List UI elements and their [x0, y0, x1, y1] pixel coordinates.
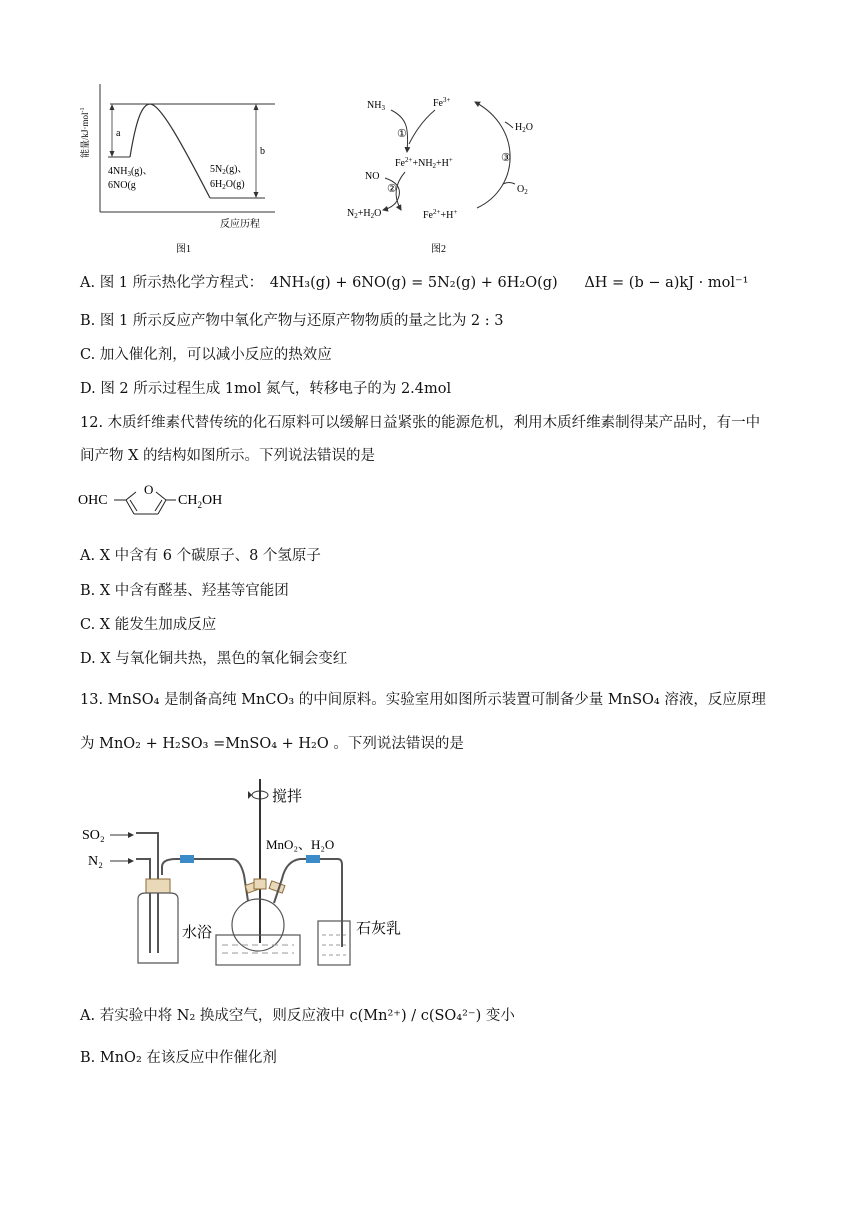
mno2-h2o-label: MnO₂、H₂O	[266, 837, 335, 852]
figure-1-energy-diagram	[70, 80, 300, 260]
no-label: NO	[365, 171, 380, 182]
fe3-label: $Fe^{3+}$	[433, 96, 451, 109]
intermediate-label: $Fe^{2+}+NH_2+H^+$	[395, 156, 453, 170]
q12-option-b: B. X 中含有醛基、羟基等官能团	[80, 583, 289, 599]
step-1: ①	[397, 128, 407, 140]
n2-h2o-label: $N_2+H_2O$	[347, 208, 382, 220]
q11-option-a-enthalpy: ΔH = (b − a)kJ · mol⁻¹	[584, 275, 749, 291]
q12-option-d: D. X 与氧化铜共热，黑色的氧化铜会变红	[80, 651, 348, 667]
q13-option-a: A. 若实验中将 N₂ 换成空气，则反应液中 c(Mn²⁺) / c(SO₄²⁻) 变小	[80, 1008, 515, 1024]
label-a: a	[116, 128, 121, 139]
label-b: b	[260, 146, 265, 157]
q12-stem-line-2: 间产物 X 的结构如图所示。下列说法错误的是	[80, 448, 376, 464]
q12-option-c: C. X 能发生加成反应	[80, 617, 217, 633]
o2-label: $O_2$	[517, 184, 528, 196]
so2-label: SO₂	[82, 828, 105, 843]
structure-ring-oxygen: O	[144, 482, 154, 497]
q12-stem-line-1: 12. 木质纤维素代替传统的化石原料可以缓解日益紧张的能源危机，利用木质纤维素制得某产品时，有一中	[80, 415, 761, 431]
reactants-label-2: 6NO(g	[108, 180, 136, 191]
y-axis-label: 能量/kJ·mol$^{-1}$	[80, 107, 90, 158]
q11-option-c: C. 加入催化剂，可以减小反应的热效应	[80, 347, 332, 363]
x-axis-label: 反应历程	[220, 219, 260, 230]
q11-option-b: B. 图 1 所示反应产物中氧化产物与还原产物物质的量之比为 2 : 3	[80, 313, 504, 329]
structure-ohc: OHC	[78, 493, 108, 508]
products-label: $5N_2(g)$、	[210, 164, 248, 176]
nh3-label: $NH_3$	[367, 100, 385, 112]
q13-apparatus-diagram	[76, 775, 426, 975]
reactants-label: $4NH_3(g)$、	[108, 166, 153, 178]
q11-option-a	[80, 273, 748, 293]
q11-option-d: D. 图 2 所示过程生成 1mol 氮气，转移电子的为 2.4mol	[80, 381, 452, 397]
figure-2-catalytic-cycle	[345, 88, 565, 260]
q13-stem-line-2: 为 MnO₂ + H₂SO₃ =MnSO₄ + H₂O 。下列说法错误的是	[80, 736, 464, 752]
q12-furan-structure	[78, 478, 258, 520]
h2o-label: $H_2O$	[515, 122, 533, 134]
stir-label: 搅拌	[272, 789, 303, 805]
fe2-h-label: $Fe^{2+}+H^+$	[423, 208, 458, 221]
figure-2-caption: 图2	[431, 244, 446, 255]
q11-option-a-equation: 4NH₃(g) + 6NO(g) = 5N₂(g) + 6H₂O(g)	[269, 275, 558, 291]
products-label-2: $6H_2O(g)$	[210, 179, 245, 191]
q13-stem-line-1: 13. MnSO₄ 是制备高纯 MnCO₃ 的中间原料。实验室用如图所示装置可制备少量 MnSO₄ 溶液，反应原理	[80, 692, 766, 708]
step-3: ③	[501, 152, 511, 164]
step-2: ②	[387, 183, 397, 195]
q11-option-a-text: A. 图 1 所示热化学方程式：	[80, 275, 264, 291]
structure-ch2oh: $CH_2OH$	[178, 493, 223, 510]
q12-option-a: A. X 中含有 6 个碳原子、8 个氢原子	[80, 548, 321, 564]
figure-1-caption: 图1	[176, 244, 191, 255]
q13-option-b: B. MnO₂ 在该反应中作催化剂	[80, 1050, 277, 1066]
n2-label: N₂	[88, 854, 103, 869]
lime-label: 石灰乳	[356, 921, 402, 937]
water-bath-label: 水浴	[182, 925, 213, 941]
